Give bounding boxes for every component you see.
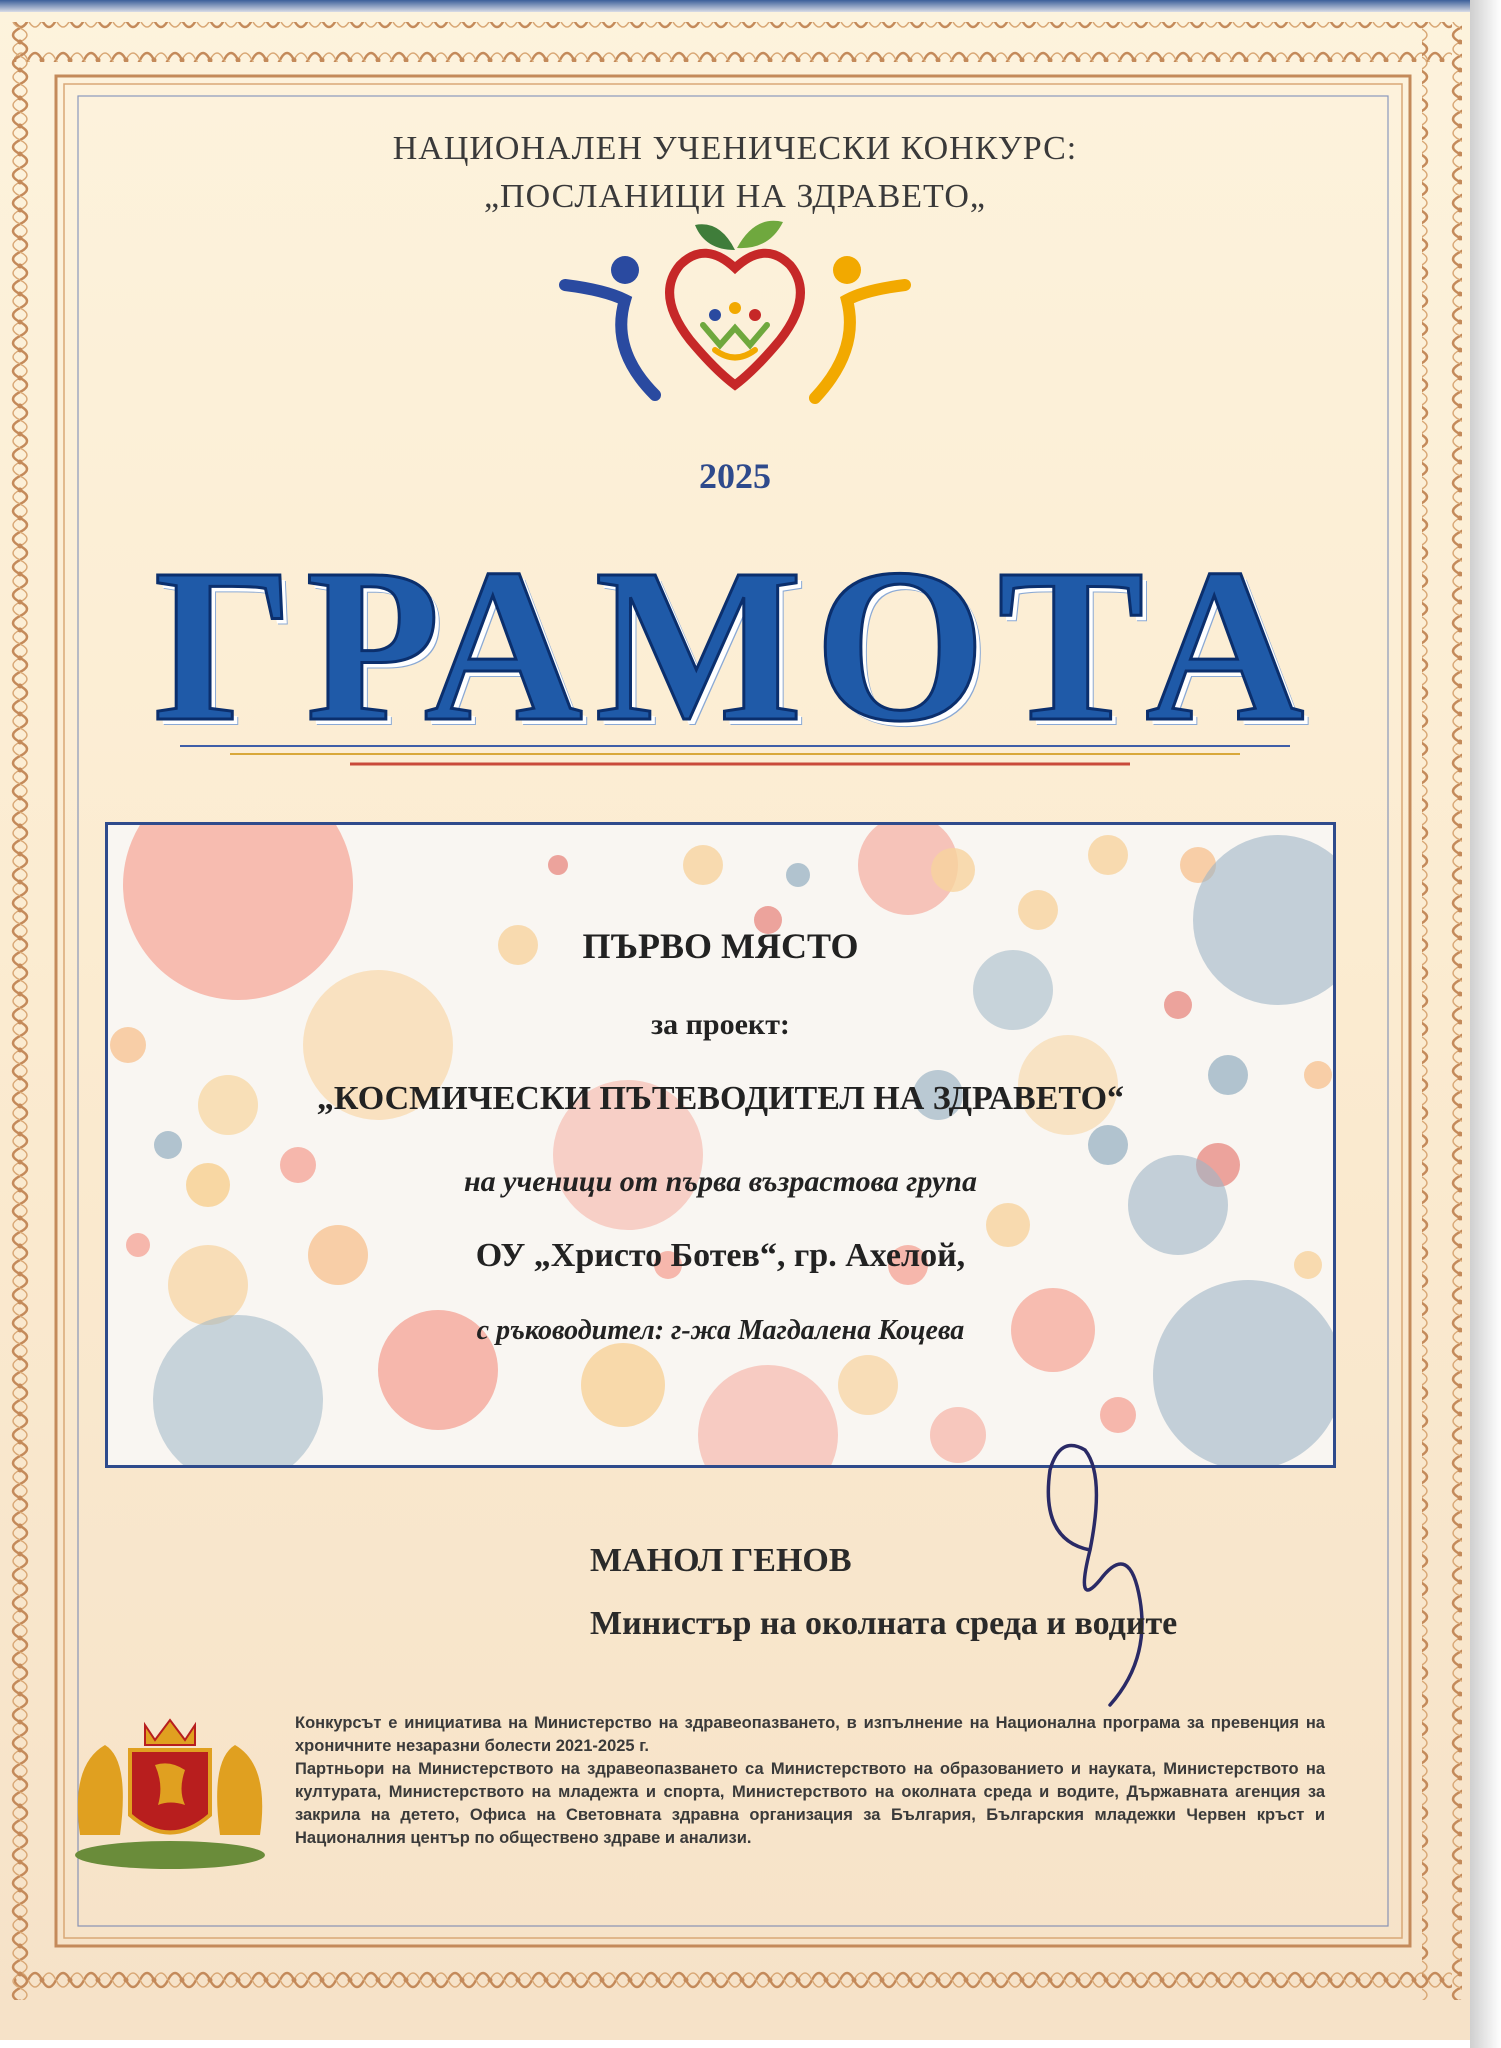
project-name: „КОСМИЧЕСКИ ПЪТЕВОДИТЕЛ НА ЗДРАВЕТО“	[316, 1080, 1125, 1117]
document-title: ГРАМОТА	[153, 523, 1317, 767]
footer-paragraph-1: Конкурсът е инициатива на Министерство на здравеопазването, в изпълнение на Национална програма за превенция на хроничните незаразни болести 2021-2025 г.	[295, 1714, 1325, 1755]
signatory-name: МАНОЛ ГЕНОВ	[590, 1542, 852, 1579]
right-edge-shadow	[1470, 0, 1501, 2048]
title-underline	[0, 740, 1470, 780]
footer-paragraph-2: Партньори на Министерството на здравеопазването са Министерството на образованието и науката, Министерството на културата, Министерството на младежта и спорта, Министерството на околната среда и водите, Държавната агенция за закрила на детето, Офиса на Световната здравна организация за България, Българския младежки Червен кръст и Националния център по обществено здраве и анализи.	[295, 1760, 1325, 1847]
handwritten-signature-icon	[1020, 1430, 1180, 1710]
project-leader: с ръководител: г-жа Магдалена Коцева	[476, 1315, 965, 1346]
for-project-label: за проект:	[651, 1008, 790, 1041]
school-name: ОУ „Христо Ботев“, гр. Ахелой,	[475, 1237, 966, 1274]
bulgaria-coat-of-arms-icon	[60, 1705, 280, 1875]
students-group: на ученици от първа възрастова група	[464, 1165, 977, 1198]
footer-note	[295, 1712, 1325, 1850]
contest-subtitle: „ПОСЛАНИЦИ НА ЗДРАВЕТО„	[483, 178, 987, 215]
signatory-title: Министър на околната среда и водите	[590, 1605, 1178, 1642]
health-ambassadors-logo-icon	[555, 220, 915, 420]
award-year: 2025	[699, 456, 771, 496]
award-place: ПЪРВО МЯСТО	[582, 926, 859, 966]
polka-dot-background	[108, 825, 1333, 1465]
award-details-box	[105, 822, 1336, 1468]
contest-title: НАЦИОНАЛЕН УЧЕНИЧЕСКИ КОНКУРС:	[392, 130, 1078, 167]
